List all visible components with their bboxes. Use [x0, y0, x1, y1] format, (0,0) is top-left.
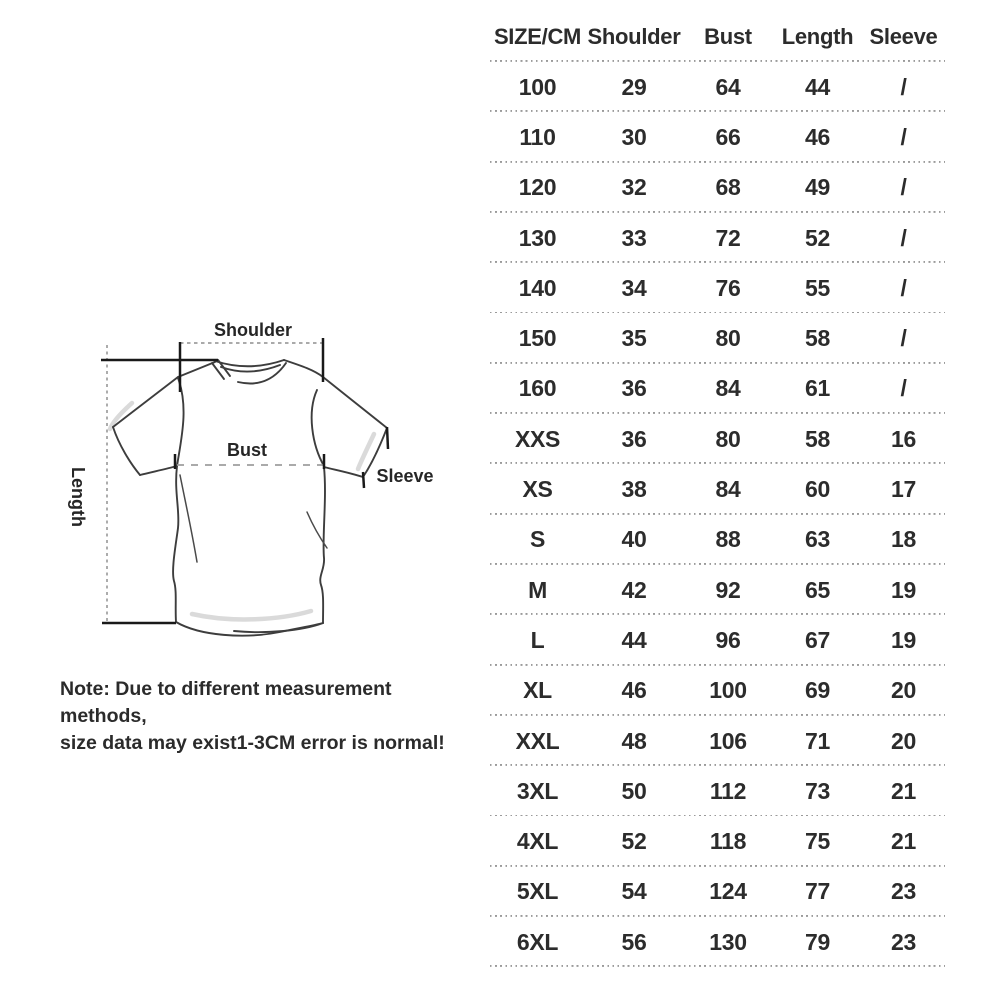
size-value-cell: 72: [715, 224, 741, 251]
size-value-cell: 23: [891, 928, 916, 955]
size-label-cell: 140: [518, 274, 557, 301]
table-row: [490, 816, 945, 866]
size-value-cell: 65: [805, 576, 830, 603]
size-value-cell: 92: [715, 576, 741, 603]
table-row: [490, 515, 945, 565]
size-label-cell: M: [528, 576, 547, 603]
table-row: [490, 464, 945, 514]
size-value-cell: 23: [891, 878, 916, 905]
measurement-note: [60, 676, 470, 757]
size-label-cell: 6XL: [516, 928, 559, 955]
size-value-cell: 58: [805, 325, 830, 352]
table-row: [490, 263, 945, 313]
size-value-cell: 76: [715, 274, 741, 301]
size-value-cell: 124: [709, 878, 747, 905]
size-value-cell: 58: [805, 425, 830, 452]
tshirt-measurement-diagram: [40, 300, 460, 660]
size-label-cell: XS: [522, 476, 553, 503]
col-header-shoulder: Shoulder: [587, 24, 681, 49]
size-label-cell: 150: [518, 325, 557, 352]
size-value-cell: 130: [709, 928, 747, 955]
size-value-cell: 84: [715, 476, 741, 503]
size-value-cell: 96: [715, 626, 741, 653]
size-value-cell: 46: [621, 677, 647, 704]
size-value-cell: 35: [621, 325, 647, 352]
size-value-cell: 71: [805, 727, 830, 754]
size-value-cell: 67: [805, 626, 830, 653]
size-value-cell: 80: [715, 325, 741, 352]
size-label-cell: L: [530, 626, 545, 653]
size-label-cell: 130: [518, 224, 557, 251]
size-value-cell: /: [900, 73, 907, 100]
size-label-cell: 100: [518, 73, 557, 100]
size-value-cell: 60: [805, 476, 830, 503]
size-value-cell: 88: [715, 526, 741, 553]
table-row: [490, 666, 945, 716]
size-label-cell: 3XL: [516, 777, 559, 804]
size-value-cell: 61: [805, 375, 830, 402]
size-label-cell: 5XL: [516, 878, 559, 905]
size-value-cell: 49: [805, 174, 830, 201]
left-drape-fold: [180, 475, 197, 562]
size-value-cell: 100: [709, 677, 747, 704]
table-row: [490, 716, 945, 766]
size-value-cell: 56: [621, 928, 647, 955]
size-value-cell: /: [900, 274, 907, 301]
size-value-cell: 32: [621, 174, 647, 201]
hem-shading: [192, 611, 311, 619]
length-label: Length: [68, 467, 88, 527]
table-row: [490, 766, 945, 816]
size-value-cell: 48: [621, 727, 647, 754]
size-value-cell: 44: [621, 626, 647, 653]
size-value-cell: 30: [621, 123, 647, 150]
size-value-cell: 36: [621, 375, 647, 402]
size-value-cell: 20: [891, 677, 916, 704]
col-header-length: Length: [781, 24, 854, 49]
size-value-cell: 21: [891, 777, 916, 804]
col-header-bust: Bust: [704, 24, 752, 49]
size-value-cell: 42: [621, 576, 647, 603]
table-row: [490, 565, 945, 615]
size-value-cell: 19: [891, 626, 916, 653]
size-value-cell: 69: [805, 677, 830, 704]
size-value-cell: 80: [715, 425, 741, 452]
table-row: [490, 163, 945, 213]
size-value-cell: 106: [709, 727, 747, 754]
size-value-cell: 77: [805, 878, 830, 905]
size-label-cell: 120: [518, 174, 557, 201]
note-line-2: size data may exist1-3CM error is normal!: [60, 732, 445, 754]
size-label-cell: S: [529, 526, 546, 553]
size-value-cell: 52: [805, 224, 830, 251]
size-value-cell: 52: [621, 828, 647, 855]
tshirt-outline: [113, 360, 387, 636]
size-value-cell: 20: [891, 727, 916, 754]
table-row: [490, 917, 945, 967]
size-value-cell: 55: [805, 274, 830, 301]
size-value-cell: 79: [805, 928, 830, 955]
size-table: [490, 12, 945, 967]
size-label-cell: XL: [523, 677, 552, 704]
size-value-cell: 19: [891, 576, 916, 603]
size-value-cell: 54: [621, 878, 647, 905]
size-value-cell: 18: [891, 526, 916, 553]
size-value-cell: 46: [805, 123, 830, 150]
size-label-cell: XXL: [515, 727, 560, 754]
col-header-size: SIZE/CM: [493, 24, 582, 49]
table-row: [490, 867, 945, 917]
note-line-1: Note: Due to different measurement methods,: [60, 678, 392, 727]
size-value-cell: /: [900, 375, 907, 402]
size-label-cell: 160: [518, 375, 557, 402]
size-value-cell: 21: [891, 828, 916, 855]
size-value-cell: 66: [715, 123, 741, 150]
size-value-cell: 118: [709, 828, 747, 855]
table-header-row: [490, 12, 945, 62]
size-value-cell: 112: [709, 777, 747, 804]
table-row: [490, 364, 945, 414]
size-label-cell: XXS: [514, 425, 561, 452]
size-value-cell: 34: [621, 274, 647, 301]
size-value-cell: 36: [621, 425, 647, 452]
size-value-cell: 40: [621, 526, 647, 553]
table-row: [490, 213, 945, 263]
size-value-cell: 75: [805, 828, 830, 855]
size-value-cell: 29: [621, 73, 647, 100]
col-header-sleeve: Sleeve: [869, 24, 938, 49]
size-value-cell: /: [900, 224, 907, 251]
size-label-cell: 4XL: [516, 828, 559, 855]
size-value-cell: /: [900, 325, 907, 352]
table-row: [490, 414, 945, 464]
size-value-cell: /: [900, 174, 907, 201]
table-row: [490, 62, 945, 112]
size-value-cell: 17: [891, 476, 916, 503]
size-value-cell: 44: [805, 73, 830, 100]
size-value-cell: 16: [891, 425, 916, 452]
table-row: [490, 112, 945, 162]
size-value-cell: 33: [621, 224, 647, 251]
size-value-cell: 84: [715, 375, 741, 402]
size-value-cell: /: [900, 123, 907, 150]
table-body: [490, 62, 945, 967]
size-value-cell: 63: [805, 526, 830, 553]
sleeve-label: Sleeve: [376, 466, 434, 486]
shoulder-label: Shoulder: [213, 320, 293, 340]
size-label-cell: 110: [519, 123, 556, 150]
size-value-cell: 64: [715, 73, 741, 100]
size-value-cell: 68: [715, 174, 741, 201]
table-row: [490, 313, 945, 363]
table-row: [490, 615, 945, 665]
size-value-cell: 38: [621, 476, 647, 503]
measurement-ticks: [101, 338, 388, 623]
bust-label: Bust: [227, 440, 267, 460]
size-value-cell: 73: [805, 777, 830, 804]
size-value-cell: 50: [621, 777, 647, 804]
